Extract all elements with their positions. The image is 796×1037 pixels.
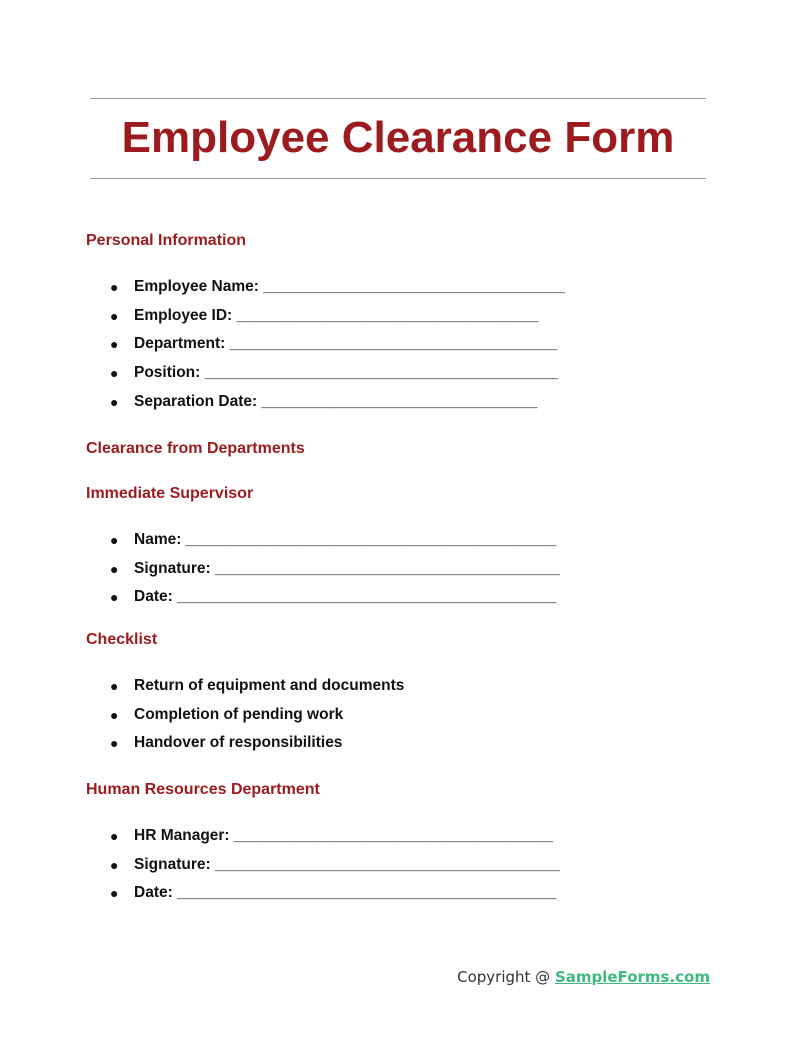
list-item bbox=[110, 306, 565, 335]
bullet-icon: ● bbox=[110, 678, 119, 694]
sampleforms-link[interactable]: SampleForms.com bbox=[554, 968, 710, 986]
list-item bbox=[110, 559, 560, 588]
bullet-icon: ● bbox=[110, 856, 119, 873]
bullet-icon: ● bbox=[110, 828, 119, 844]
bullet-icon: ● bbox=[110, 735, 119, 752]
field-department: Department: ______________________________________ bbox=[134, 335, 558, 353]
field-supervisor-date: Date: ____________________________________________ bbox=[134, 588, 557, 606]
checklist-item-pending-work: Completion of pending work bbox=[134, 705, 344, 723]
section-heading-immediate-supervisor: Immediate Supervisor bbox=[86, 485, 254, 502]
bullet-icon: ● bbox=[110, 589, 119, 606]
section-heading-clearance-from-departments: Clearance from Departments bbox=[86, 440, 305, 457]
field-hr-signature: Signature: ________________________________________ bbox=[134, 855, 560, 873]
bullet-icon: ● bbox=[110, 885, 119, 902]
checklist-list bbox=[110, 676, 404, 762]
field-supervisor-signature: Signature: ________________________________________ bbox=[134, 559, 560, 577]
field-separation-date: Separation Date: ________________________________ bbox=[134, 392, 538, 410]
section-heading-checklist: Checklist bbox=[86, 631, 158, 648]
copyright-footer bbox=[457, 968, 710, 986]
field-employee-id: Employee ID: ___________________________________ bbox=[134, 306, 539, 324]
list-item bbox=[110, 705, 404, 734]
field-position: Position: _________________________________________ bbox=[134, 364, 559, 382]
title-top-rule bbox=[90, 98, 706, 99]
list-item bbox=[110, 826, 560, 855]
checklist-item-return-equipment: Return of equipment and documents bbox=[134, 677, 405, 694]
list-item bbox=[110, 530, 560, 559]
list-item bbox=[110, 587, 560, 616]
immediate-supervisor-list bbox=[110, 530, 560, 616]
title-bottom-rule bbox=[90, 178, 706, 179]
bullet-icon: ● bbox=[110, 365, 119, 382]
field-supervisor-name: Name: ___________________________________________ bbox=[134, 531, 557, 548]
section-heading-human-resources: Human Resources Department bbox=[86, 781, 320, 798]
bullet-icon: ● bbox=[110, 532, 119, 548]
bullet-icon: ● bbox=[110, 393, 119, 410]
list-item bbox=[110, 676, 404, 705]
list-item bbox=[110, 855, 560, 884]
list-item bbox=[110, 733, 404, 762]
list-item bbox=[110, 334, 565, 363]
page-title: Employee Clearance Form bbox=[121, 113, 675, 162]
field-hr-manager: HR Manager: _____________________________________ bbox=[134, 827, 553, 844]
list-item bbox=[110, 277, 565, 306]
bullet-icon: ● bbox=[110, 706, 119, 723]
field-employee-name: Employee Name: ___________________________________ bbox=[134, 278, 565, 295]
field-hr-date: Date: ____________________________________________ bbox=[134, 884, 557, 902]
copyright-prefix: Copyright @ bbox=[457, 968, 555, 986]
bullet-icon: ● bbox=[110, 307, 119, 324]
bullet-icon: ● bbox=[110, 336, 119, 353]
human-resources-list bbox=[110, 826, 560, 912]
list-item bbox=[110, 363, 565, 392]
section-heading-personal-information: Personal Information bbox=[86, 232, 247, 249]
list-item bbox=[110, 883, 560, 912]
list-item bbox=[110, 392, 565, 421]
personal-information-list bbox=[110, 277, 565, 420]
bullet-icon: ● bbox=[110, 560, 119, 577]
bullet-icon: ● bbox=[110, 279, 119, 295]
checklist-item-handover: Handover of responsibilities bbox=[134, 734, 343, 752]
